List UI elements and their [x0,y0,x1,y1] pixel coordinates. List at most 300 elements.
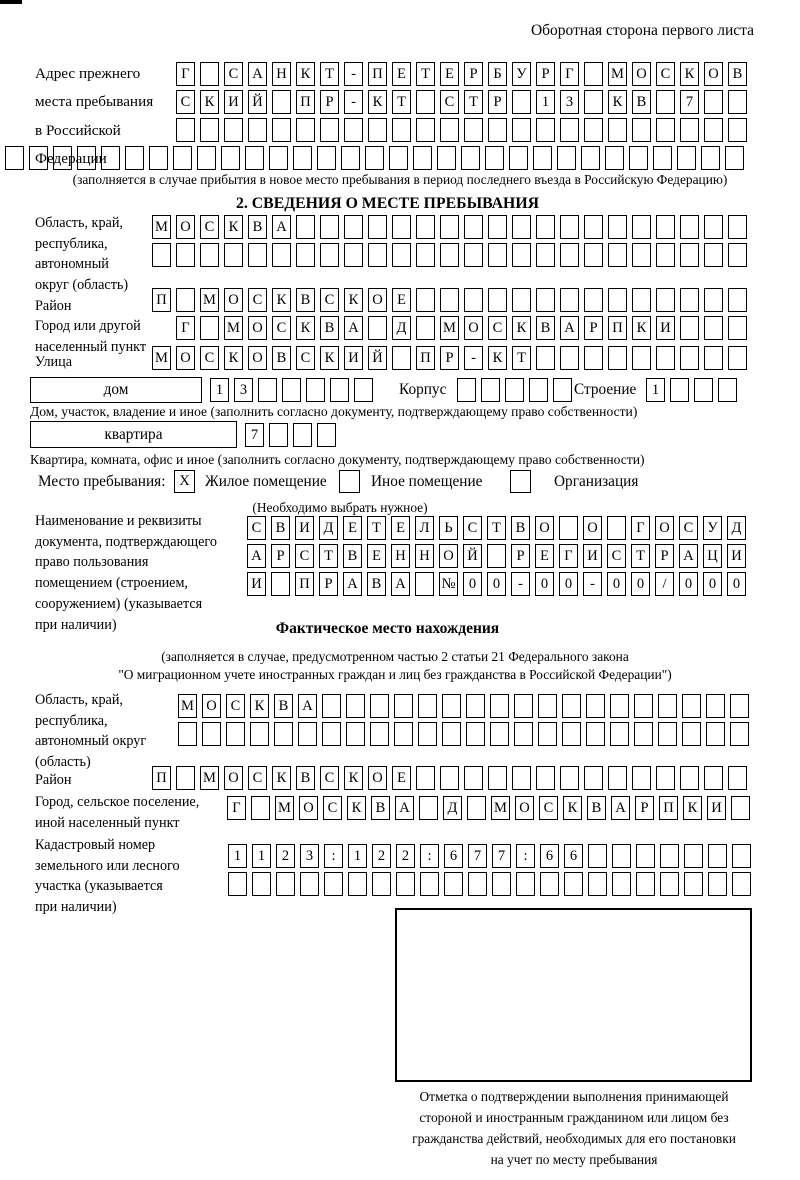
char-cell[interactable]: П [296,90,315,114]
char-cell[interactable] [224,243,243,267]
char-cell[interactable]: 1 [228,844,247,868]
char-cell[interactable]: 7 [680,90,699,114]
char-cell[interactable] [467,796,486,820]
char-cell[interactable] [634,722,653,746]
char-cell[interactable]: Г [631,516,650,540]
char-cell[interactable]: К [368,90,387,114]
char-cell[interactable] [731,796,750,820]
char-cell[interactable] [252,872,271,896]
char-cell[interactable]: : [516,844,535,868]
char-cell[interactable] [704,243,723,267]
char-cell[interactable]: А [560,316,579,340]
char-cell[interactable] [485,146,504,170]
char-cell[interactable]: А [248,62,267,86]
char-cell[interactable] [708,844,727,868]
char-cell[interactable] [282,378,301,402]
char-cell[interactable] [728,316,747,340]
char-cell[interactable] [176,288,195,312]
char-cell[interactable] [272,90,291,114]
char-cell[interactable]: № [439,572,458,596]
char-cell[interactable]: Е [367,544,386,568]
char-cell[interactable] [368,215,387,239]
char-cell[interactable]: - [464,346,483,370]
char-cell[interactable]: О [583,516,602,540]
char-cell[interactable] [704,766,723,790]
char-cell[interactable] [416,243,435,267]
char-cell[interactable] [440,288,459,312]
char-cell[interactable]: К [680,62,699,86]
char-cell[interactable]: Т [320,62,339,86]
char-cell[interactable] [368,316,387,340]
char-cell[interactable] [512,243,531,267]
char-cell[interactable] [348,872,367,896]
char-cell[interactable]: 3 [560,90,579,114]
char-cell[interactable]: П [608,316,627,340]
char-cell[interactable]: Р [511,544,530,568]
char-cell[interactable]: С [656,62,675,86]
char-cell[interactable]: С [176,90,195,114]
char-cell[interactable]: Р [464,62,483,86]
char-cell[interactable] [730,694,749,718]
char-cell[interactable] [680,316,699,340]
char-cell[interactable] [562,694,581,718]
char-cell[interactable] [245,146,264,170]
char-cell[interactable] [514,722,533,746]
char-cell[interactable] [658,722,677,746]
char-cell[interactable]: Р [655,544,674,568]
char-cell[interactable] [176,118,195,142]
char-cell[interactable] [464,766,483,790]
char-cell[interactable]: К [200,90,219,114]
char-cell[interactable] [514,694,533,718]
char-cell[interactable]: А [298,694,317,718]
char-cell[interactable]: Д [443,796,462,820]
char-cell[interactable] [468,872,487,896]
char-cell[interactable] [200,316,219,340]
char-cell[interactable]: В [367,572,386,596]
char-cell[interactable]: Г [176,316,195,340]
char-cell[interactable]: 3 [300,844,319,868]
char-cell[interactable]: С [296,346,315,370]
char-cell[interactable] [704,346,723,370]
char-cell[interactable] [512,288,531,312]
char-cell[interactable] [320,118,339,142]
char-cell[interactable]: С [679,516,698,540]
char-cell[interactable]: 6 [540,844,559,868]
char-cell[interactable] [694,378,713,402]
char-cell[interactable] [226,722,245,746]
char-cell[interactable] [732,872,751,896]
char-cell[interactable]: Й [368,346,387,370]
char-cell[interactable] [274,722,293,746]
char-cell[interactable]: О [176,215,195,239]
char-cell[interactable]: Н [391,544,410,568]
char-cell[interactable] [529,378,548,402]
char-cell[interactable]: М [224,316,243,340]
char-cell[interactable]: Т [464,90,483,114]
char-cell[interactable] [293,146,312,170]
char-cell[interactable]: Р [488,90,507,114]
char-cell[interactable] [490,722,509,746]
char-cell[interactable]: О [202,694,221,718]
char-cell[interactable] [562,722,581,746]
char-cell[interactable]: О [248,346,267,370]
char-cell[interactable] [584,243,603,267]
char-cell[interactable] [536,346,555,370]
char-cell[interactable]: 1 [210,378,229,402]
char-cell[interactable] [728,243,747,267]
char-cell[interactable] [632,288,651,312]
char-cell[interactable]: О [439,544,458,568]
char-cell[interactable]: 0 [463,572,482,596]
char-cell[interactable]: Р [584,316,603,340]
char-cell[interactable] [536,243,555,267]
char-cell[interactable] [394,722,413,746]
char-cell[interactable] [370,694,389,718]
char-cell[interactable]: Н [272,62,291,86]
char-cell[interactable] [250,722,269,746]
char-cell[interactable] [457,378,476,402]
char-cell[interactable] [296,243,315,267]
char-cell[interactable] [680,215,699,239]
char-cell[interactable] [152,243,171,267]
char-cell[interactable]: О [368,288,387,312]
char-cell[interactable] [415,572,434,596]
char-cell[interactable] [392,346,411,370]
char-cell[interactable] [324,872,343,896]
char-cell[interactable] [488,118,507,142]
char-cell[interactable]: Р [271,544,290,568]
char-cell[interactable]: Т [631,544,650,568]
char-cell[interactable] [584,62,603,86]
char-cell[interactable] [444,872,463,896]
char-cell[interactable]: В [728,62,747,86]
char-cell[interactable]: И [224,90,243,114]
char-cell[interactable] [464,118,483,142]
char-cell[interactable]: О [535,516,554,540]
char-cell[interactable] [588,872,607,896]
char-cell[interactable]: У [512,62,531,86]
char-cell[interactable]: Д [319,516,338,540]
char-cell[interactable] [704,316,723,340]
char-cell[interactable] [276,872,295,896]
char-cell[interactable] [341,146,360,170]
char-cell[interactable]: А [391,572,410,596]
char-cell[interactable] [608,215,627,239]
char-cell[interactable] [584,118,603,142]
char-cell[interactable]: К [683,796,702,820]
char-cell[interactable]: К [296,62,315,86]
char-cell[interactable] [5,146,24,170]
char-cell[interactable]: С [320,288,339,312]
char-cell[interactable] [416,215,435,239]
char-cell[interactable]: М [152,346,171,370]
char-cell[interactable]: Г [560,62,579,86]
char-cell[interactable] [677,146,696,170]
char-cell[interactable] [437,146,456,170]
char-cell[interactable] [53,146,72,170]
char-cell[interactable] [588,844,607,868]
char-cell[interactable] [101,146,120,170]
char-cell[interactable]: С [224,62,243,86]
char-cell[interactable]: К [488,346,507,370]
char-cell[interactable]: : [324,844,343,868]
char-cell[interactable] [416,316,435,340]
char-cell[interactable]: 7 [492,844,511,868]
char-cell[interactable] [536,118,555,142]
char-cell[interactable] [560,288,579,312]
char-cell[interactable]: 0 [559,572,578,596]
char-cell[interactable] [365,146,384,170]
char-cell[interactable] [704,288,723,312]
char-cell[interactable] [419,796,438,820]
char-cell[interactable] [608,243,627,267]
char-cell[interactable] [512,215,531,239]
char-cell[interactable]: Т [367,516,386,540]
char-cell[interactable] [564,872,583,896]
char-cell[interactable] [420,872,439,896]
char-cell[interactable] [464,288,483,312]
char-cell[interactable] [492,872,511,896]
char-cell[interactable] [553,378,572,402]
char-cell[interactable]: Й [248,90,267,114]
char-cell[interactable] [464,215,483,239]
char-cell[interactable]: М [440,316,459,340]
char-cell[interactable] [584,215,603,239]
char-cell[interactable]: Т [512,346,531,370]
char-cell[interactable]: О [224,288,243,312]
char-cell[interactable]: К [563,796,582,820]
char-cell[interactable]: И [247,572,266,596]
char-cell[interactable]: А [611,796,630,820]
char-cell[interactable]: С [320,766,339,790]
char-cell[interactable] [440,243,459,267]
char-cell[interactable] [682,722,701,746]
char-cell[interactable]: В [343,544,362,568]
char-cell[interactable] [440,118,459,142]
char-cell[interactable]: В [271,516,290,540]
char-cell[interactable] [29,146,48,170]
char-cell[interactable] [512,90,531,114]
char-cell[interactable]: К [512,316,531,340]
char-cell[interactable] [728,90,747,114]
char-cell[interactable]: 1 [646,378,665,402]
char-cell[interactable] [656,118,675,142]
char-cell[interactable]: В [296,766,315,790]
char-cell[interactable]: К [272,766,291,790]
char-cell[interactable]: 1 [348,844,367,868]
char-cell[interactable] [149,146,168,170]
char-cell[interactable] [440,766,459,790]
char-cell[interactable]: П [416,346,435,370]
char-cell[interactable] [682,694,701,718]
char-cell[interactable] [632,118,651,142]
char-cell[interactable] [728,766,747,790]
char-cell[interactable] [656,90,675,114]
char-cell[interactable] [586,694,605,718]
char-cell[interactable]: К [344,766,363,790]
char-cell[interactable] [178,722,197,746]
char-cell[interactable] [658,694,677,718]
char-cell[interactable] [197,146,216,170]
char-cell[interactable] [560,243,579,267]
char-cell[interactable]: - [511,572,530,596]
char-cell[interactable]: С [440,90,459,114]
char-cell[interactable] [708,872,727,896]
char-cell[interactable] [322,694,341,718]
char-cell[interactable] [660,872,679,896]
char-cell[interactable] [728,118,747,142]
char-cell[interactable]: К [347,796,366,820]
char-cell[interactable]: Е [392,62,411,86]
char-cell[interactable]: Р [320,90,339,114]
char-cell[interactable] [586,722,605,746]
char-cell[interactable] [344,215,363,239]
char-cell[interactable] [505,378,524,402]
char-cell[interactable] [728,215,747,239]
char-cell[interactable]: : [420,844,439,868]
char-cell[interactable] [77,146,96,170]
char-cell[interactable] [656,766,675,790]
char-cell[interactable] [607,516,626,540]
char-cell[interactable]: К [608,90,627,114]
char-cell[interactable]: Й [463,544,482,568]
char-cell[interactable]: С [607,544,626,568]
char-cell[interactable]: 2 [276,844,295,868]
char-cell[interactable] [612,872,631,896]
char-cell[interactable]: Р [319,572,338,596]
char-cell[interactable] [488,243,507,267]
char-cell[interactable]: - [344,62,363,86]
char-cell[interactable]: С [323,796,342,820]
char-cell[interactable]: О [515,796,534,820]
char-cell[interactable] [125,146,144,170]
char-cell[interactable]: С [488,316,507,340]
char-cell[interactable] [200,118,219,142]
char-cell[interactable]: М [152,215,171,239]
char-cell[interactable] [372,872,391,896]
char-cell[interactable] [560,346,579,370]
char-cell[interactable] [298,722,317,746]
char-cell[interactable] [656,346,675,370]
char-cell[interactable] [306,378,325,402]
char-cell[interactable]: О [299,796,318,820]
char-cell[interactable]: С [295,544,314,568]
char-cell[interactable]: С [226,694,245,718]
stay-option-residential-checkbox[interactable]: X [174,470,195,493]
char-cell[interactable]: О [632,62,651,86]
char-cell[interactable] [704,90,723,114]
char-cell[interactable] [228,872,247,896]
char-cell[interactable]: Л [415,516,434,540]
char-cell[interactable]: В [511,516,530,540]
char-cell[interactable] [730,722,749,746]
char-cell[interactable] [200,243,219,267]
char-cell[interactable]: И [727,544,746,568]
char-cell[interactable] [272,243,291,267]
char-cell[interactable]: 2 [372,844,391,868]
char-cell[interactable]: И [656,316,675,340]
char-cell[interactable]: Г [559,544,578,568]
char-cell[interactable] [704,215,723,239]
char-cell[interactable] [466,722,485,746]
char-cell[interactable]: С [539,796,558,820]
char-cell[interactable]: Ц [703,544,722,568]
char-cell[interactable]: А [343,572,362,596]
char-cell[interactable] [632,766,651,790]
char-cell[interactable]: К [344,288,363,312]
char-cell[interactable] [608,346,627,370]
char-cell[interactable] [684,872,703,896]
char-cell[interactable] [416,288,435,312]
char-cell[interactable] [173,146,192,170]
char-cell[interactable] [680,118,699,142]
char-cell[interactable]: Г [227,796,246,820]
char-cell[interactable]: М [200,288,219,312]
char-cell[interactable]: Е [535,544,554,568]
char-cell[interactable]: Д [392,316,411,340]
char-cell[interactable] [509,146,528,170]
char-cell[interactable] [584,288,603,312]
char-cell[interactable] [656,288,675,312]
char-cell[interactable]: П [659,796,678,820]
char-cell[interactable]: О [464,316,483,340]
char-cell[interactable] [488,766,507,790]
char-cell[interactable]: Р [440,346,459,370]
char-cell[interactable] [704,118,723,142]
char-cell[interactable] [464,243,483,267]
char-cell[interactable]: К [296,316,315,340]
char-cell[interactable] [584,90,603,114]
char-cell[interactable]: 0 [727,572,746,596]
char-cell[interactable] [481,378,500,402]
char-cell[interactable]: А [344,316,363,340]
char-cell[interactable] [560,215,579,239]
char-cell[interactable] [610,722,629,746]
char-cell[interactable]: Т [487,516,506,540]
char-cell[interactable]: Р [635,796,654,820]
char-cell[interactable]: В [272,346,291,370]
char-cell[interactable] [718,378,737,402]
char-cell[interactable] [418,694,437,718]
char-cell[interactable] [396,872,415,896]
char-cell[interactable] [732,844,751,868]
stay-option-other-checkbox[interactable] [339,470,360,493]
char-cell[interactable]: О [655,516,674,540]
char-cell[interactable]: Е [440,62,459,86]
char-cell[interactable]: В [320,316,339,340]
char-cell[interactable] [632,215,651,239]
char-cell[interactable] [354,378,373,402]
char-cell[interactable] [461,146,480,170]
char-cell[interactable] [560,766,579,790]
char-cell[interactable]: С [463,516,482,540]
char-cell[interactable] [557,146,576,170]
char-cell[interactable]: Б [488,62,507,86]
char-cell[interactable] [636,872,655,896]
char-cell[interactable] [608,288,627,312]
char-cell[interactable]: И [583,544,602,568]
char-cell[interactable] [538,722,557,746]
char-cell[interactable]: М [200,766,219,790]
char-cell[interactable] [680,288,699,312]
char-cell[interactable]: О [224,766,243,790]
char-cell[interactable] [440,215,459,239]
char-cell[interactable] [656,243,675,267]
char-cell[interactable]: Д [727,516,746,540]
char-cell[interactable] [344,118,363,142]
char-cell[interactable]: А [247,544,266,568]
